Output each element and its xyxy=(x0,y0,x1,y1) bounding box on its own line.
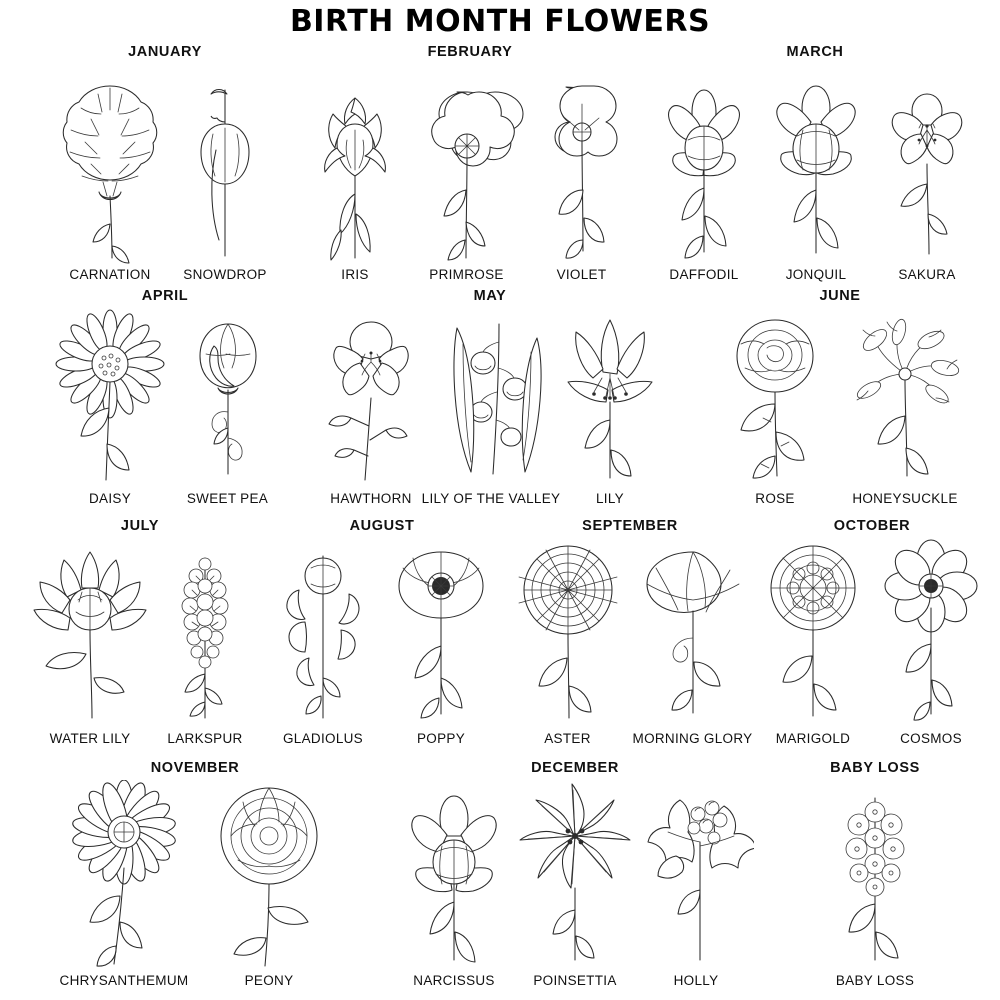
baby-loss-icon xyxy=(811,780,939,970)
honeysuckle-icon xyxy=(841,308,969,488)
rose-icon xyxy=(711,308,839,488)
flower-sakura xyxy=(872,64,982,282)
narcissus-icon xyxy=(396,780,512,970)
gladiolus-icon xyxy=(265,538,381,728)
month-group-january xyxy=(40,44,290,289)
flower-name: SAKURA xyxy=(898,267,956,282)
flower-name: CHRYSANTHEMUM xyxy=(59,973,189,988)
flower-violet xyxy=(526,64,638,282)
flower-cosmos xyxy=(872,538,990,746)
daffodil-icon xyxy=(649,64,759,264)
chrysanthemum-icon xyxy=(50,780,198,970)
flower-name: VIOLET xyxy=(556,267,607,282)
marigold-icon xyxy=(755,538,871,728)
month-group-july xyxy=(20,518,260,750)
month-label: FEBRUARY xyxy=(427,44,513,60)
month-group-october xyxy=(752,518,992,750)
poinsettia-icon xyxy=(512,780,638,970)
month-label: OCTOBER xyxy=(833,518,911,534)
flower-poppy xyxy=(382,538,500,746)
flower-jonquil xyxy=(760,64,872,282)
month-group-december xyxy=(400,760,750,995)
month-label: JUNE xyxy=(819,288,861,304)
flower-name: SNOWDROP xyxy=(183,267,267,282)
month-group-may xyxy=(320,288,660,510)
poppy-icon xyxy=(383,538,499,728)
month-label: JULY xyxy=(120,518,160,534)
flower-narcissus xyxy=(396,780,512,988)
month-label: NOVEMBER xyxy=(150,760,240,776)
flower-name: LILY xyxy=(596,491,624,506)
flower-honeysuckle xyxy=(840,308,970,506)
month-group-february xyxy=(300,44,640,289)
violet-icon xyxy=(527,64,637,264)
month-group-september xyxy=(500,518,760,750)
flower-aster xyxy=(505,538,630,746)
month-group-april xyxy=(40,288,290,510)
flower-name: ASTER xyxy=(544,731,591,746)
flower-name: HONEYSUCKLE xyxy=(852,491,958,506)
flower-hawthorn xyxy=(316,308,426,506)
flower-name: SWEET PEA xyxy=(186,491,269,506)
flower-name: PEONY xyxy=(244,973,294,988)
flower-marigold xyxy=(754,538,872,746)
flower-name: LILY OF THE VALLEY xyxy=(421,491,561,506)
flower-lily-of-the-valley xyxy=(421,308,561,506)
flower-primrose xyxy=(408,64,526,282)
flower-name: CARNATION xyxy=(69,267,151,282)
month-group-baby-loss xyxy=(770,760,980,995)
flower-name: DAISY xyxy=(88,491,131,506)
flower-name: POPPY xyxy=(416,731,466,746)
flower-name: HOLLY xyxy=(673,973,719,988)
daisy-icon xyxy=(49,308,171,488)
flower-baby-loss xyxy=(810,780,940,988)
sweet-pea-icon xyxy=(174,308,282,488)
month-label: AUGUST xyxy=(349,518,415,534)
flower-rose xyxy=(710,308,840,506)
sakura-icon xyxy=(873,64,981,264)
flower-name: POINSETTIA xyxy=(533,973,617,988)
month-label: BABY LOSS xyxy=(830,760,920,776)
lily-icon xyxy=(556,308,664,488)
flower-name: JONQUIL xyxy=(785,267,847,282)
flower-name: MORNING GLORY xyxy=(632,731,753,746)
cosmos-icon xyxy=(873,538,989,728)
jonquil-icon xyxy=(761,64,871,264)
flower-snowdrop xyxy=(170,64,280,282)
flower-poinsettia xyxy=(512,780,638,988)
iris-icon xyxy=(303,64,407,264)
flower-iris xyxy=(303,64,408,282)
peony-icon xyxy=(198,780,340,970)
flower-holly xyxy=(638,780,754,988)
snowdrop-icon xyxy=(171,64,279,264)
carnation-icon xyxy=(51,64,169,264)
flower-name: GLADIOLUS xyxy=(283,731,363,746)
flower-sweet-pea xyxy=(173,308,283,506)
flower-name: LARKSPUR xyxy=(167,731,243,746)
flower-daffodil xyxy=(648,64,760,282)
flower-name: BABY LOSS xyxy=(835,973,915,988)
flower-name: PRIMROSE xyxy=(429,267,504,282)
flower-name: ROSE xyxy=(755,491,795,506)
flower-name: COSMOS xyxy=(900,731,962,746)
morning-glory-icon xyxy=(632,538,754,728)
month-label: JANUARY xyxy=(128,44,202,60)
month-label: MAY xyxy=(473,288,507,304)
hawthorn-icon xyxy=(316,308,426,488)
flower-name: IRIS xyxy=(341,267,369,282)
flower-chrysanthemum xyxy=(50,780,198,988)
primrose-icon xyxy=(409,64,525,264)
water-lily-icon xyxy=(26,538,154,728)
flower-morning-glory xyxy=(630,538,755,746)
month-group-june xyxy=(700,288,980,510)
flower-gladiolus xyxy=(264,538,382,746)
month-group-november xyxy=(50,760,340,995)
month-label: SEPTEMBER xyxy=(582,518,678,534)
holly-icon xyxy=(638,780,754,970)
month-label: MARCH xyxy=(786,44,844,60)
flower-peony xyxy=(198,780,340,988)
flower-name: HAWTHORN xyxy=(330,491,412,506)
flower-lily xyxy=(556,308,664,506)
month-group-march xyxy=(640,44,990,289)
flower-name: WATER LILY xyxy=(49,731,131,746)
flower-name: DAFFODIL xyxy=(669,267,739,282)
flower-larkspur xyxy=(155,538,255,746)
flower-name: NARCISSUS xyxy=(413,973,495,988)
page-title: BIRTH MONTH FLOWERS xyxy=(289,4,711,39)
aster-icon xyxy=(507,538,629,728)
month-group-august xyxy=(262,518,502,750)
flower-carnation xyxy=(50,64,170,282)
lily-of-the-valley-icon xyxy=(427,308,555,488)
larkspur-icon xyxy=(156,538,254,728)
month-label: APRIL xyxy=(141,288,189,304)
flower-daisy xyxy=(48,308,173,506)
month-label: DECEMBER xyxy=(531,760,619,776)
flower-water-lily xyxy=(25,538,155,746)
flower-name: MARIGOLD xyxy=(775,731,851,746)
